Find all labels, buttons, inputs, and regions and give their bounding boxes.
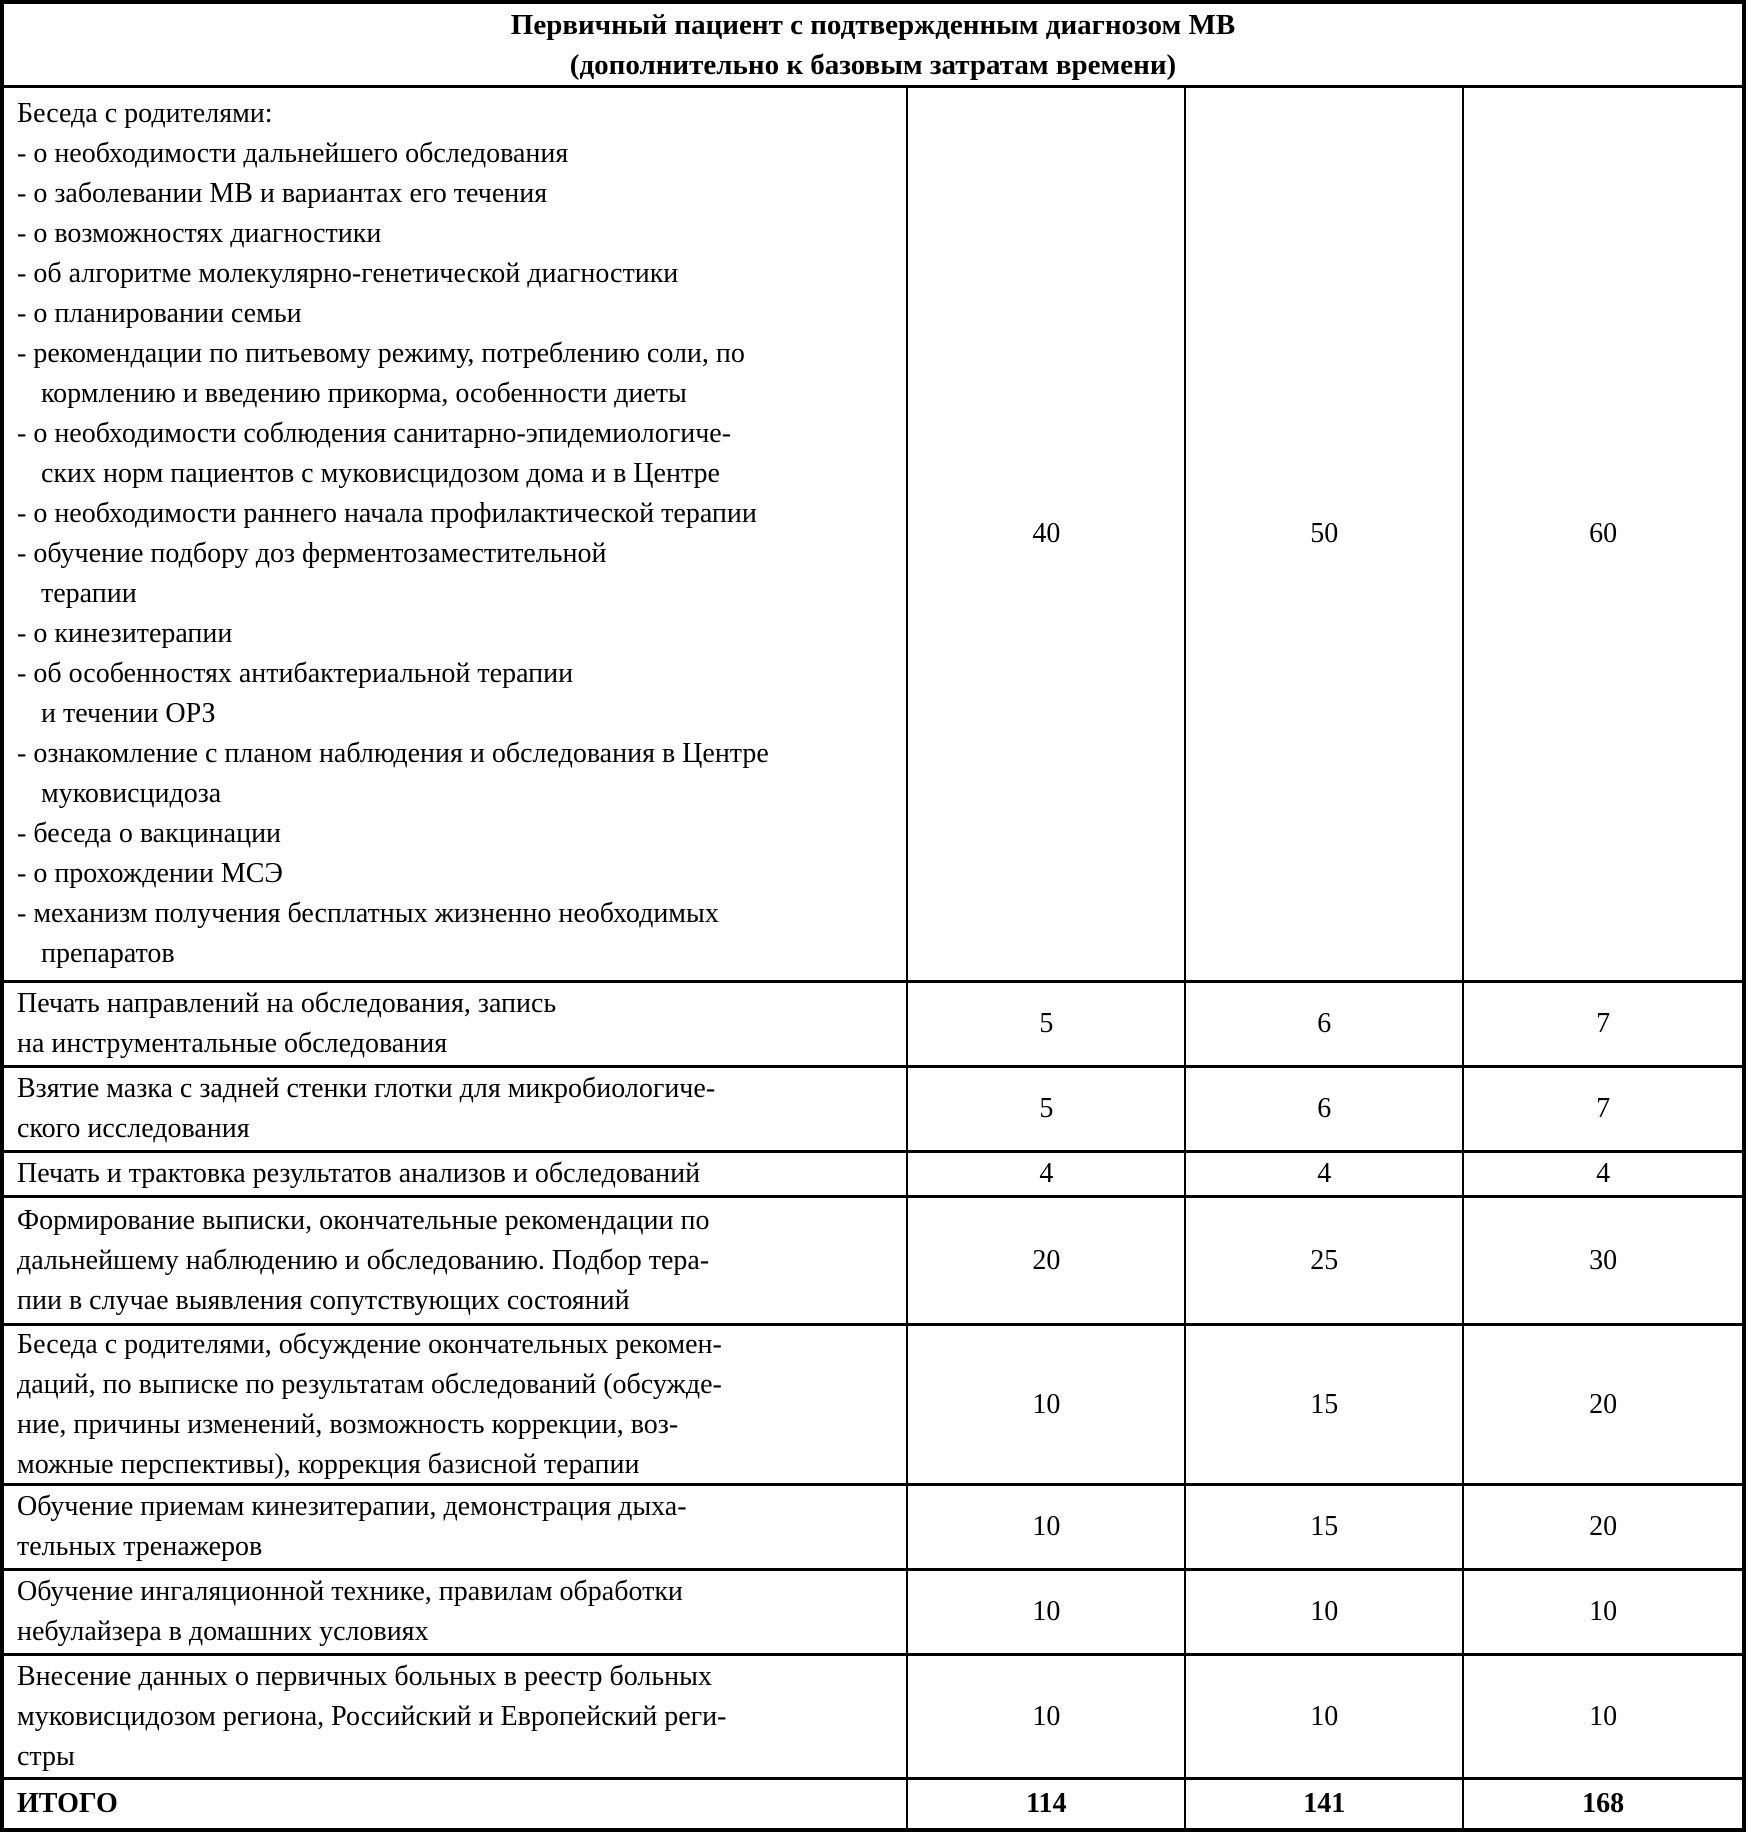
activity-line: ние, причины изменений, возможность коррекции, воз-	[17, 1408, 679, 1440]
minutes-value-cell: 7	[1596, 1008, 1611, 1039]
activity-line: тельных тренажеров	[17, 1531, 263, 1562]
minutes-value-cell: 20	[1589, 1511, 1618, 1542]
minutes-value-cell: 60	[1589, 518, 1618, 549]
minutes-value-cell: 15	[1186, 1486, 1464, 1568]
table-row	[4, 1326, 1742, 1486]
activity-line: муковисцидоза	[41, 778, 222, 809]
activity-line: - о кинезитерапии	[17, 618, 233, 649]
activity-line: муковисцидозом региона, Российский и Европейский реги-	[17, 1700, 727, 1732]
minutes-value-cell: 7	[1596, 1093, 1611, 1124]
table-header	[4, 4, 1742, 88]
minutes-value-cell: 4	[1596, 1158, 1611, 1189]
table-row	[4, 1153, 1742, 1198]
activity-cell	[4, 1656, 908, 1777]
activity-line: ских норм пациентов с муковисцидозом дома и в Центре	[41, 458, 720, 489]
table-rows	[4, 88, 1742, 1828]
activity-line: - об особенностях антибактериальной терапии	[17, 658, 574, 689]
minutes-value-cell: 20	[1589, 1388, 1618, 1420]
activity-line: небулайзера в домашних условиях	[17, 1616, 429, 1647]
activity-line: на инструментальные обследования	[17, 1028, 448, 1059]
table-row	[4, 1571, 1742, 1656]
table-row	[4, 983, 1742, 1068]
activity-cell	[4, 1571, 908, 1653]
minutes-value-cell: 40	[908, 88, 1186, 980]
activity-line: Взятие мазка с задней стенки глотки для микробиологиче-	[17, 1073, 716, 1104]
activity-cell	[4, 983, 908, 1065]
activity-line: дальнейшему наблюдению и обследованию. Подбор тера-	[17, 1244, 710, 1276]
activity-line: Обучение ингаляционной технике, правилам обработки	[17, 1576, 683, 1607]
minutes-value-cell: 20	[908, 1198, 1186, 1323]
table-row	[4, 1486, 1742, 1571]
minutes-value-cell: 168	[1582, 1788, 1625, 1819]
minutes-value-cell: 10	[908, 1571, 1186, 1653]
activity-cell	[4, 1198, 908, 1323]
table-row	[4, 1068, 1742, 1153]
activity-line: Печать направлений на обследования, запись	[17, 988, 557, 1019]
activity-line: ИТОГО	[17, 1788, 118, 1819]
activity-cell	[4, 1780, 908, 1828]
activity-line: даций, по выписке по результатам обследований (обсужде-	[17, 1368, 722, 1400]
activity-line: - о прохождении МСЭ	[17, 858, 283, 889]
activity-line: - обучение подбору доз ферментозаместительной	[17, 538, 607, 569]
activity-line: пии в случае выявления сопутствующих состояний	[17, 1284, 630, 1316]
activity-line: можные перспективы), коррекция базисной терапии	[17, 1448, 640, 1480]
minutes-value-cell: 15	[1186, 1326, 1464, 1483]
activity-line: - беседа о вакцинации	[17, 818, 282, 849]
activity-line: Беседа с родителями, обсуждение окончательных рекомен-	[17, 1328, 722, 1360]
minutes-value-cell: 10	[1186, 1571, 1464, 1653]
minutes-value-cell: 30	[1589, 1244, 1618, 1276]
activity-line: - рекомендации по питьевому режиму, потреблению соли, по	[17, 338, 745, 369]
activity-line: Обучение приемам кинезитерапии, демонстрация дыха-	[17, 1491, 687, 1522]
header-title-line1: Первичный пациент с подтвержденным диагнозом МВ	[510, 8, 1236, 41]
minutes-value-cell: 6	[1186, 1068, 1464, 1150]
activity-line: - о необходимости дальнейшего обследования	[17, 138, 569, 169]
activity-cell	[4, 1486, 908, 1568]
minutes-value-cell: 10	[908, 1486, 1186, 1568]
activity-line: терапии	[41, 578, 137, 609]
minutes-value-cell: 6	[1186, 983, 1464, 1065]
minutes-value-cell: 4	[1186, 1153, 1464, 1195]
activity-line: и течении ОРЗ	[41, 698, 216, 729]
activity-line: стры	[17, 1740, 75, 1772]
activity-line: Беседа с родителями:	[17, 98, 273, 129]
activity-line: - о планировании семьи	[17, 298, 302, 329]
activity-line: Внесение данных о первичных больных в реестр больных	[17, 1660, 712, 1692]
activity-line: препаратов	[41, 938, 175, 969]
minutes-value-cell: 10	[1589, 1596, 1618, 1627]
header-title-line2: (дополнительно к базовым затратам времени)	[569, 48, 1177, 81]
table-row	[4, 1656, 1742, 1780]
minutes-value-cell: 10	[1186, 1656, 1464, 1777]
minutes-value-cell: 4	[908, 1153, 1186, 1195]
minutes-value-cell: 10	[908, 1326, 1186, 1483]
activity-line: - о возможностях диагностики	[17, 218, 382, 249]
activity-line: ского исследования	[17, 1113, 250, 1144]
activity-cell	[4, 1153, 908, 1195]
minutes-value-cell: 5	[908, 1068, 1186, 1150]
total-row	[4, 1780, 1742, 1828]
activity-cell	[4, 1068, 908, 1150]
minutes-value-cell: 50	[1186, 88, 1464, 980]
activity-line: - ознакомление с планом наблюдения и обследования в Центре	[17, 738, 769, 769]
table-row	[4, 1198, 1742, 1326]
minutes-value-cell: 25	[1186, 1198, 1464, 1323]
activity-line: - о заболевании МВ и вариантах его течения	[17, 178, 548, 209]
minutes-value-cell: 10	[1589, 1700, 1618, 1732]
activity-line: - об алгоритме молекулярно-генетической диагностики	[17, 258, 679, 289]
activity-line: - механизм получения бесплатных жизненно необходимых	[17, 898, 719, 929]
activity-line: - о необходимости соблюдения санитарно-эпидемиологиче-	[17, 418, 732, 449]
activity-cell	[4, 88, 908, 980]
minutes-value-cell: 114	[908, 1780, 1186, 1828]
activity-line: - о необходимости раннего начала профилактической терапии	[17, 498, 757, 529]
table-row	[4, 88, 1742, 983]
minutes-value-cell: 5	[908, 983, 1186, 1065]
activity-cell	[4, 1326, 908, 1483]
minutes-value-cell: 141	[1186, 1780, 1464, 1828]
minutes-value-cell: 10	[908, 1656, 1186, 1777]
activity-line: кормлению и введению прикорма, особенности диеты	[41, 378, 687, 409]
activity-line: Печать и трактовка результатов анализов и обследований	[17, 1158, 701, 1189]
activity-line: Формирование выписки, окончательные рекомендации по	[17, 1204, 710, 1236]
